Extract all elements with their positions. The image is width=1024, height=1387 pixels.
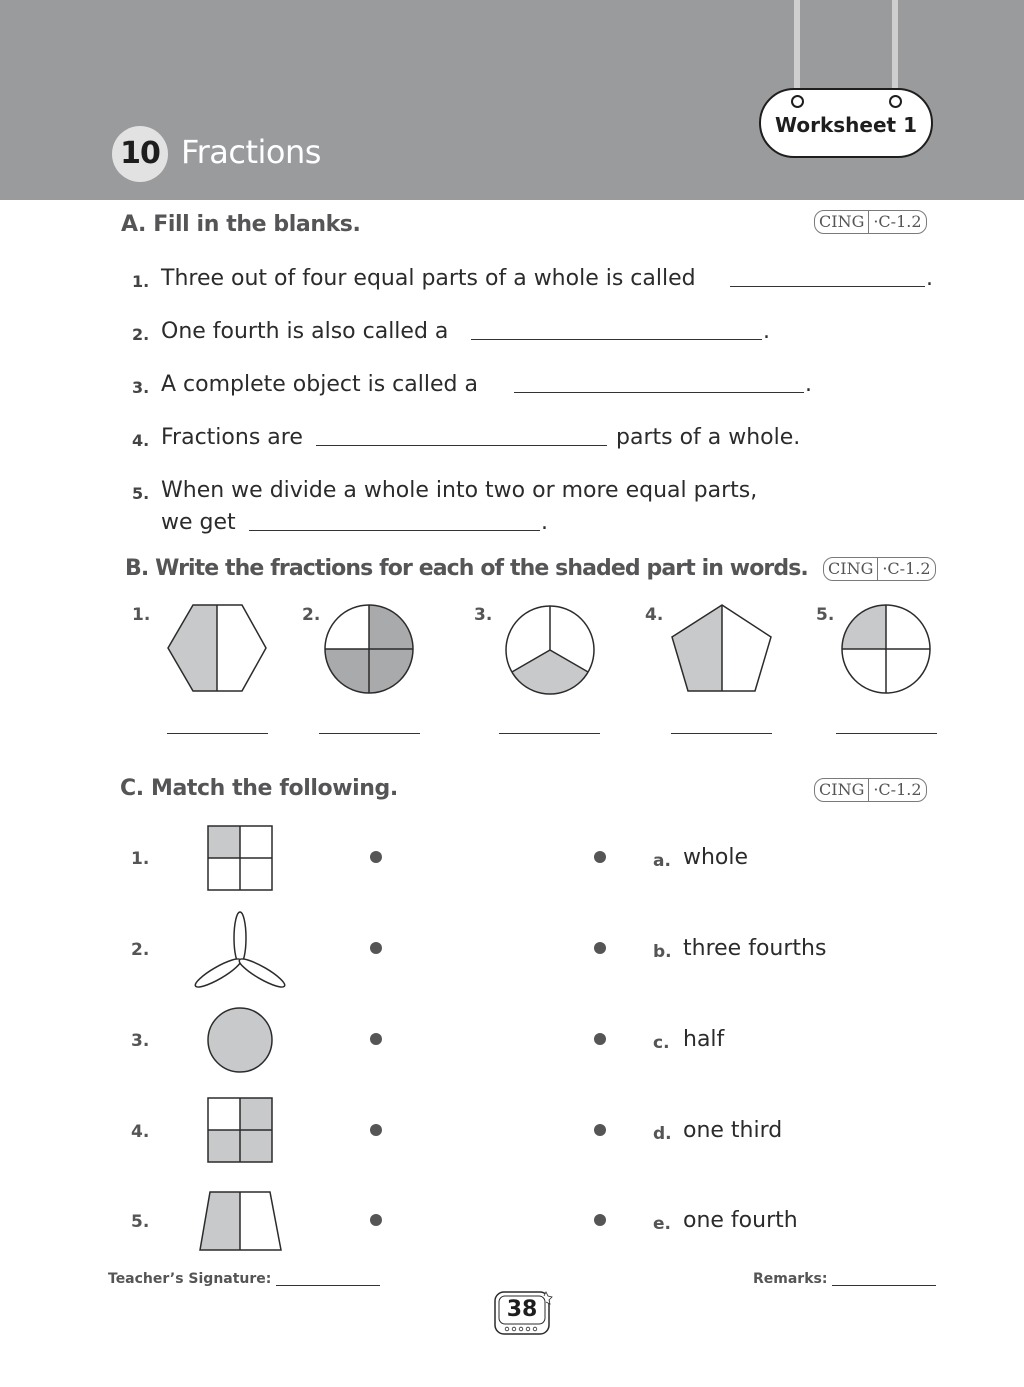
c-left3-match-dot[interactable] [370, 1033, 382, 1045]
b-item1-answer-line[interactable] [167, 733, 268, 734]
c-right-e-text: one fourth [683, 1208, 798, 1233]
teacher-signature-label: Teacher’s Signature: [108, 1271, 272, 1287]
c-left3-number: 3. [131, 1031, 150, 1051]
c-trapezoid-half-figure [200, 1192, 281, 1250]
c-right-b-text: three fourths [683, 936, 827, 961]
a-q4-number: 4. [132, 431, 150, 450]
section-a-title: A. Fill in the blanks. [121, 212, 361, 237]
code-tag-left: CING [815, 779, 869, 801]
b-circle3-shaded-third [512, 650, 588, 694]
c2-blade-top [234, 912, 246, 964]
c-right-d-letter: d. [653, 1124, 672, 1144]
code-tag-c [814, 778, 927, 802]
c-right-a-text: whole [683, 845, 749, 870]
code-tag-right: ·C-1.2 [873, 212, 922, 231]
b-hexagon-shaded-half [168, 605, 217, 691]
c-square-three-fourths-figure [208, 1098, 272, 1162]
c-left5-number: 5. [131, 1212, 150, 1232]
c-right-c-text: half [683, 1027, 725, 1052]
a-q5-end: . [541, 510, 548, 535]
b-item4-number: 4. [645, 605, 664, 625]
c-right-e-letter: e. [653, 1214, 671, 1234]
b-item4-answer-line[interactable] [671, 733, 772, 734]
c-right-d-text: one third [683, 1118, 783, 1143]
b-pentagon-shaded-half [672, 605, 722, 691]
c-right-e-match-dot[interactable] [594, 1214, 606, 1226]
remarks-label: Remarks: [753, 1271, 828, 1287]
a-q1-end: . [926, 266, 933, 291]
a-q2-number: 2. [132, 325, 150, 344]
b-circle-quarters-figure [325, 605, 413, 693]
a-q2-end: . [763, 319, 770, 344]
c-left2-match-dot[interactable] [370, 942, 382, 954]
section-c-title: C. Match the following. [120, 776, 398, 801]
b-item3-number: 3. [474, 605, 493, 625]
c-right-d-match-dot[interactable] [594, 1124, 606, 1136]
remarks-line[interactable] [832, 1285, 936, 1286]
c-left4-match-dot[interactable] [370, 1124, 382, 1136]
a-q5-text: When we divide a whole into two or more equal parts, [161, 478, 758, 503]
c-left1-number: 1. [131, 849, 150, 869]
a-q1-text: Three out of four equal parts of a whole is called [161, 266, 696, 291]
c-right-a-letter: a. [653, 851, 671, 871]
b-hexagon-figure [168, 605, 266, 691]
c-right-b-letter: b. [653, 942, 672, 962]
c5-shaded-half [200, 1192, 240, 1250]
b-item2-answer-line[interactable] [319, 733, 420, 734]
c-right-b-match-dot[interactable] [594, 942, 606, 954]
chapter-number: 10 [112, 126, 168, 182]
page-number: 38 [506, 1297, 538, 1322]
b-item2-number: 2. [302, 605, 321, 625]
b-circle-thirds-figure [506, 606, 594, 694]
c-propeller-figure [192, 912, 287, 991]
a-q3-text: A complete object is called a [161, 372, 478, 397]
a-q4-end: parts of a whole. [616, 425, 801, 450]
code-tag-left: CING [815, 211, 869, 233]
a-q3-number: 3. [132, 378, 150, 397]
b-item1-number: 1. [132, 605, 151, 625]
code-tag-left: CING [824, 558, 878, 580]
c1-shaded-quarter [208, 826, 240, 858]
section-b-title: B. Write the fractions for each of the shaded part in words. [125, 556, 808, 581]
code-tag-right: ·C-1.2 [873, 780, 922, 799]
b-item3-answer-line[interactable] [499, 733, 600, 734]
c-right-c-match-dot[interactable] [594, 1033, 606, 1045]
worksheet-label: Worksheet 1 [775, 113, 917, 137]
b-circle-quarter-figure [842, 605, 930, 693]
c2-blade-left [192, 955, 243, 991]
b-pentagon-figure [672, 605, 771, 691]
a-q2-text: One fourth is also called a [161, 319, 449, 344]
b-item5-answer-line[interactable] [836, 733, 937, 734]
a-q3-end: . [805, 372, 812, 397]
c-left1-match-dot[interactable] [370, 851, 382, 863]
teacher-signature-line[interactable] [276, 1285, 380, 1286]
c-square-one-fourth-figure [208, 826, 272, 890]
c2-blade-right [236, 955, 287, 991]
a-q4-text: Fractions are [161, 425, 303, 450]
c-right-c-letter: c. [653, 1033, 670, 1053]
c4-unshaded-quarter [208, 1098, 240, 1130]
a-q5-text-line2: we get [161, 510, 236, 535]
c-left5-match-dot[interactable] [370, 1214, 382, 1226]
c-left2-number: 2. [131, 940, 150, 960]
c-full-circle-figure [208, 1008, 272, 1072]
b-item5-number: 5. [816, 605, 835, 625]
chapter-title: Fractions [181, 133, 321, 171]
c-left4-number: 4. [131, 1122, 150, 1142]
a-q1-number: 1. [132, 272, 150, 291]
c-right-a-match-dot[interactable] [594, 851, 606, 863]
code-tag-right: ·C-1.2 [882, 559, 931, 578]
a-q5-number: 5. [132, 484, 150, 503]
